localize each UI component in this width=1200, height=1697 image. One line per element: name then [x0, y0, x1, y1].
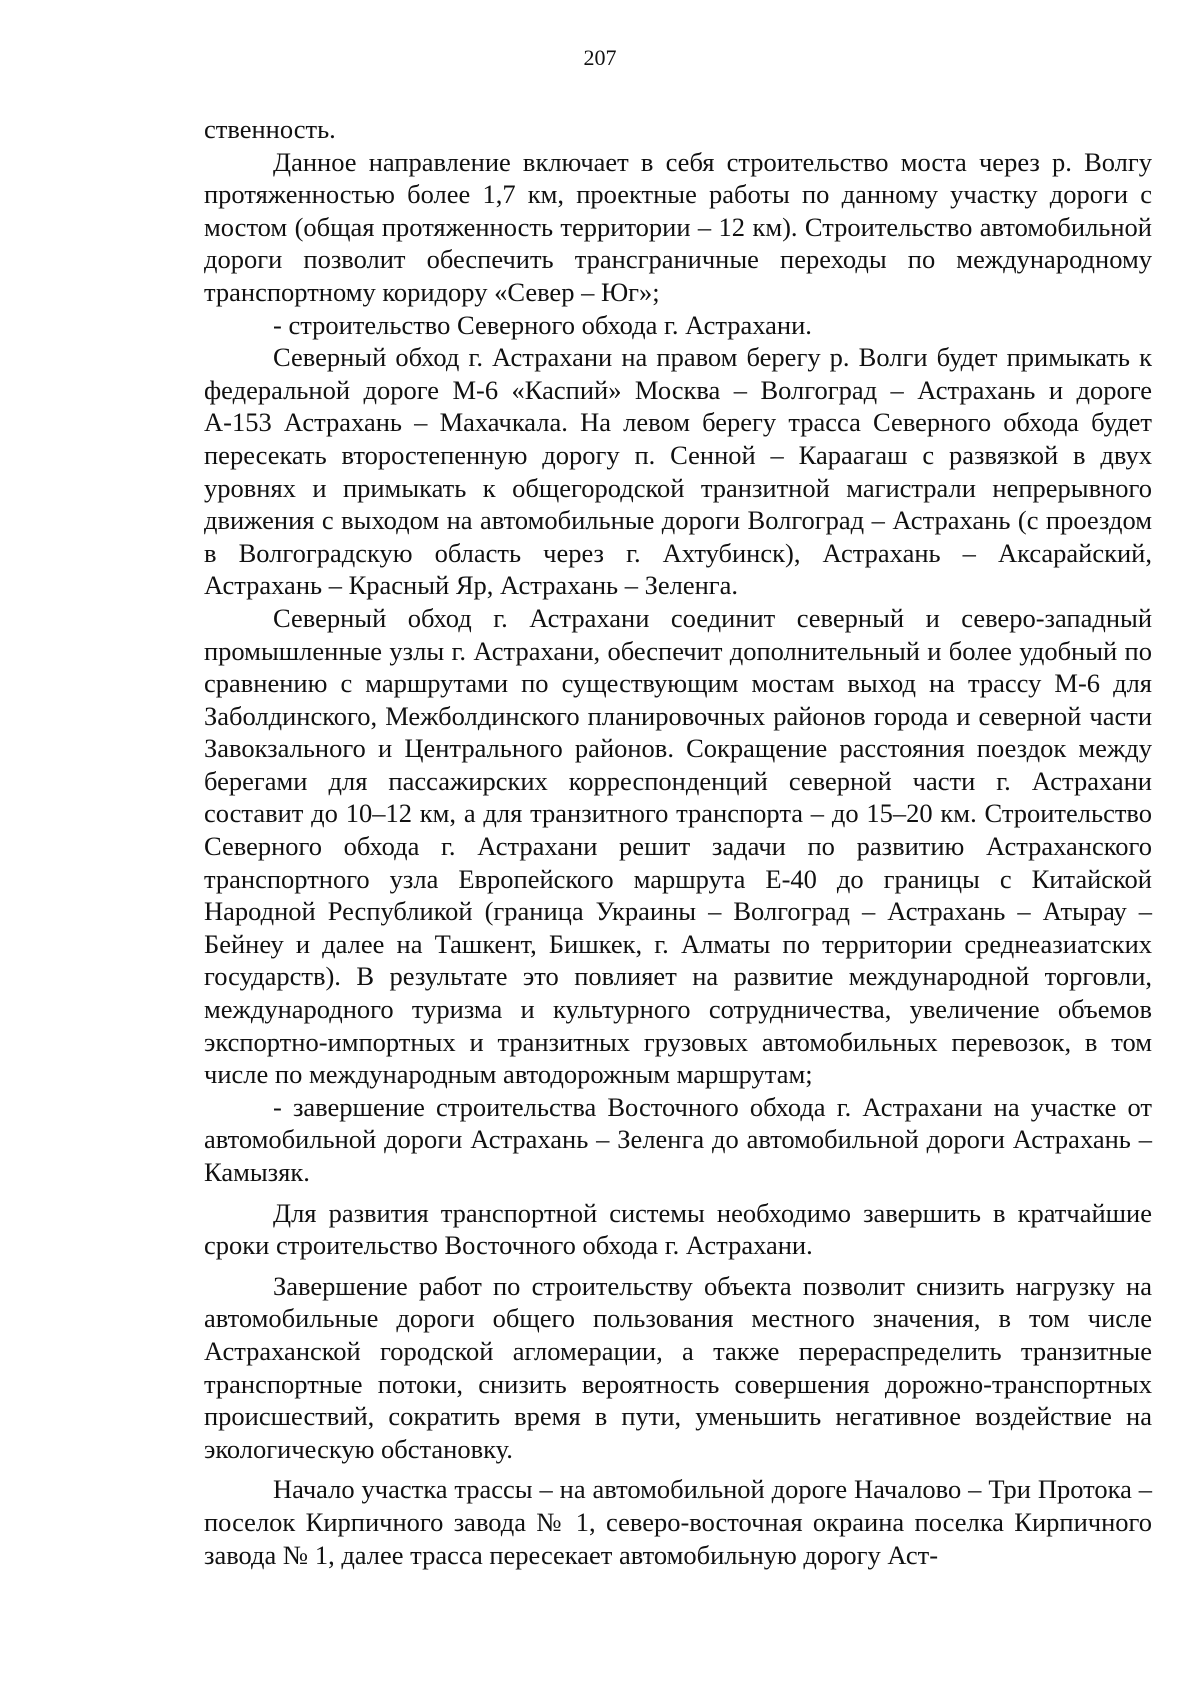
- list-item-northern-bypass: - строительство Северного обхода г. Астрахани.: [273, 309, 812, 340]
- paragraph-bridge-description: Данное направление включает в себя строительство моста через р. Волгу протяженностью более 1,7 км, проектные работы по данному участку дороги с мостом (общая протяженность территории – 12 км). Строительство автомобильной дороги позволит обеспечить трансграничные переходы по международному транспортному коридору «Север – Юг»;: [204, 146, 1152, 307]
- paragraph-eastern-bypass-benefits: Завершение работ по строительству объекта позволит снизить нагрузку на автомобильные дороги общего пользования местного значения, в том числе Астраханской городской агломерации, а также перераспределить транзитные транспортные потоки, снизить вероятность совершения дорожно-транспортных происшествий, сократить время в пути, уменьшить негативное воздействие на экологическую обстановку.: [204, 1270, 1152, 1464]
- paragraph-northern-bypass-benefits: Северный обход г. Астрахани соединит северный и северо-западный промышленные узлы г. Астрахани, обеспечит дополнительный и более удобный по сравнению с маршрутами по существующим мостам выход на трассу М-6 для Заболдинского, Межболдинского планировочных районов города и северной части Завокзального и Центрального районов. Сокращение расстояния поездок между берегами для пассажирских корреспонденций северной части г. Астрахани составит до 10–12 км, а для транзитного транспорта – до 15–20 км. Строительство Северного обхода г. Астрахани решит задачи по развитию Астраханского транспортного узла Европейского маршрута Е-40 до границы с Китайской Народной Республикой (граница Украины – Волгоград – Астрахань – Атырау – Бейнеу и далее на Ташкент, Бишкек, г. Алматы по территории среднеазиатских государств). В результате это повлияет на развитие международной торговли, международного туризма и культурного сотрудничества, увеличение объемов экспортно-импортных и транзитных грузовых автомобильных перевозок, в том числе по международным автодорожным маршрутам;: [204, 602, 1152, 1090]
- paragraph-route-start: Начало участка трассы – на автомобильной дороге Началово – Три Протока – поселок Кирпичного завода № 1, северо-восточная окраина поселка Кирпичного завода № 1, далее трасса пересекает автомобильную дорогу Аст-: [204, 1474, 1152, 1570]
- paragraph-eastern-bypass-need: Для развития транспортной системы необходимо завершить в кратчайшие сроки строительство Восточного обхода г. Астрахани.: [204, 1197, 1152, 1261]
- paragraph-northern-bypass-route: Северный обход г. Астрахани на правом берегу р. Волги будет примыкать к федеральной дороге М-6 «Каспий» Москва – Волгоград – Астрахань и дороге А-153 Астрахань – Махачкала. На левом берегу трасса Северного обхода будет пересекать второстепенную дорогу п. Сенной – Караагаш с развязкой в двух уровнях и примыкать к общегородской транзитной магистрали непрерывного движения с выходом на автомобильные дороги Волгоград – Астрахань (с проездом в Волгоградскую область через г. Ахтубинск), Астрахань – Аксарайский, Астрахань – Красный Яр, Астрахань – Зеленга.: [204, 342, 1152, 601]
- paragraph-continuation: ственность.: [204, 114, 336, 144]
- page-number: 207: [583, 45, 617, 70]
- document-body: [204, 113, 1152, 1571]
- list-item-eastern-bypass: - завершение строительства Восточного обхода г. Астрахани на участке от автомобильной дороги Астрахань – Зеленга до автомобильной дороги Астрахань – Камызяк.: [204, 1091, 1152, 1187]
